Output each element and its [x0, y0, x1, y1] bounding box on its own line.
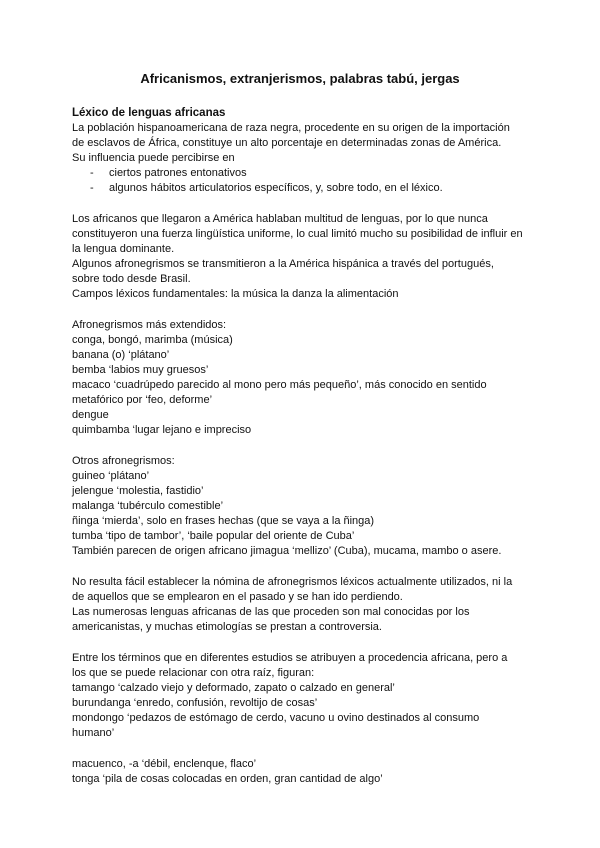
text-line: Su influencia puede percibirse en	[72, 152, 235, 164]
text-line: la lengua dominante.	[72, 243, 175, 255]
text-line: mondongo ‘pedazos de estómago de cerdo, vacuno u ovino destinados al consumo	[72, 712, 480, 724]
text-line: La población hispanoamericana de raza negra, procedente en su origen de la importación	[72, 122, 510, 134]
paragraph-nomina	[72, 575, 532, 635]
text-line: Las numerosas lenguas africanas de las que proceden son mal conocidas por los	[72, 606, 470, 618]
text-line: americanistas, y muchas etimologías se prestan a controversia.	[72, 621, 382, 633]
text-line: No resulta fácil establecer la nómina de afronegrismos léxicos actualmente utilizados, ni la	[72, 576, 513, 588]
text-line: banana (o) ‘plátano’	[72, 349, 170, 361]
text-line: humano’	[72, 727, 115, 739]
text-line: jelengue ‘molestia, fastidio’	[72, 485, 204, 497]
text-line: los que se puede relacionar con otra raíz, figuran:	[72, 667, 315, 679]
text-line: de esclavos de África, constituye un alto porcentaje en determinadas zonas de América.	[72, 137, 502, 149]
list-item: - algunos hábitos articulatorios específicos, y, sobre todo, en el léxico.	[90, 182, 443, 194]
text-line: sobre todo desde Brasil.	[72, 273, 191, 285]
text-line: Los africanos que llegaron a América hablaban multitud de lenguas, por lo que nunca	[72, 213, 488, 225]
text-line: bemba ‘labios muy gruesos’	[72, 364, 209, 376]
text-line: tumba ‘tipo de tambor’, ‘baile popular del oriente de Cuba’	[72, 530, 355, 542]
list-marker: -	[90, 167, 94, 179]
paragraph-extended-afronegrisms	[72, 318, 532, 438]
text-line: También parecen de origen africano jimagua ‘mellizo’ (Cuba), mucama, mambo o asere.	[72, 545, 502, 557]
text-line: Campos léxicos fundamentales: la música la danza la alimentación	[72, 288, 399, 300]
text-line: Algunos afronegrismos se transmitieron a la América hispánica a través del portugués,	[72, 258, 494, 270]
text-line: quimbamba ‘lugar lejano e impreciso	[72, 424, 252, 436]
paragraph-languages	[72, 212, 532, 302]
text-line: macaco ‘cuadrúpedo parecido al mono pero más pequeño’, más conocido en sentido	[72, 379, 487, 391]
section-heading: Léxico de lenguas africanas	[72, 107, 226, 119]
text-line: de aquellos que se emplearon en el pasado y se han ido perdiendo.	[72, 591, 403, 603]
influence-list	[72, 166, 532, 196]
text-line: metafórico por ‘feo, deforme’	[72, 394, 213, 406]
text-line: Afronegrismos más extendidos:	[72, 319, 227, 331]
text-line: tonga ‘pila de cosas colocadas en orden, gran cantidad de algo’	[72, 773, 383, 785]
document-body	[72, 106, 532, 787]
text-line: macuenco, -a ‘débil, enclenque, flaco’	[72, 758, 257, 770]
text-line: conga, bongó, marimba (música)	[72, 334, 233, 346]
paragraph-more-terms	[72, 757, 532, 787]
list-item: - ciertos patrones entonativos	[90, 167, 247, 179]
text-line: guineo ‘plátano’	[72, 470, 150, 482]
paragraph-attributed-terms	[72, 651, 532, 741]
list-marker: -	[90, 182, 94, 194]
text-line: Otros afronegrismos:	[72, 455, 175, 467]
text-line: constituyeron una fuerza lingüística uniforme, lo cual limitó mucho su posibilidad de influir en	[72, 228, 523, 240]
text-line: tamango ‘calzado viejo y deformado, zapato o calzado en general’	[72, 682, 395, 694]
text-line: burundanga ‘enredo, confusión, revoltijo de cosas’	[72, 697, 318, 709]
text-line: dengue	[72, 409, 109, 421]
page-title: Africanismos, extranjerismos, palabras tabú, jergas	[140, 71, 460, 86]
paragraph-other-afronegrisms	[72, 454, 532, 559]
intro-paragraph	[72, 121, 532, 166]
text-line: Entre los términos que en diferentes estudios se atribuyen a procedencia africana, pero a	[72, 652, 508, 664]
text-line: ñinga ‘mierda’, solo en frases hechas (que se vaya a la ñinga)	[72, 515, 375, 527]
text-line: malanga ‘tubérculo comestible’	[72, 500, 224, 512]
